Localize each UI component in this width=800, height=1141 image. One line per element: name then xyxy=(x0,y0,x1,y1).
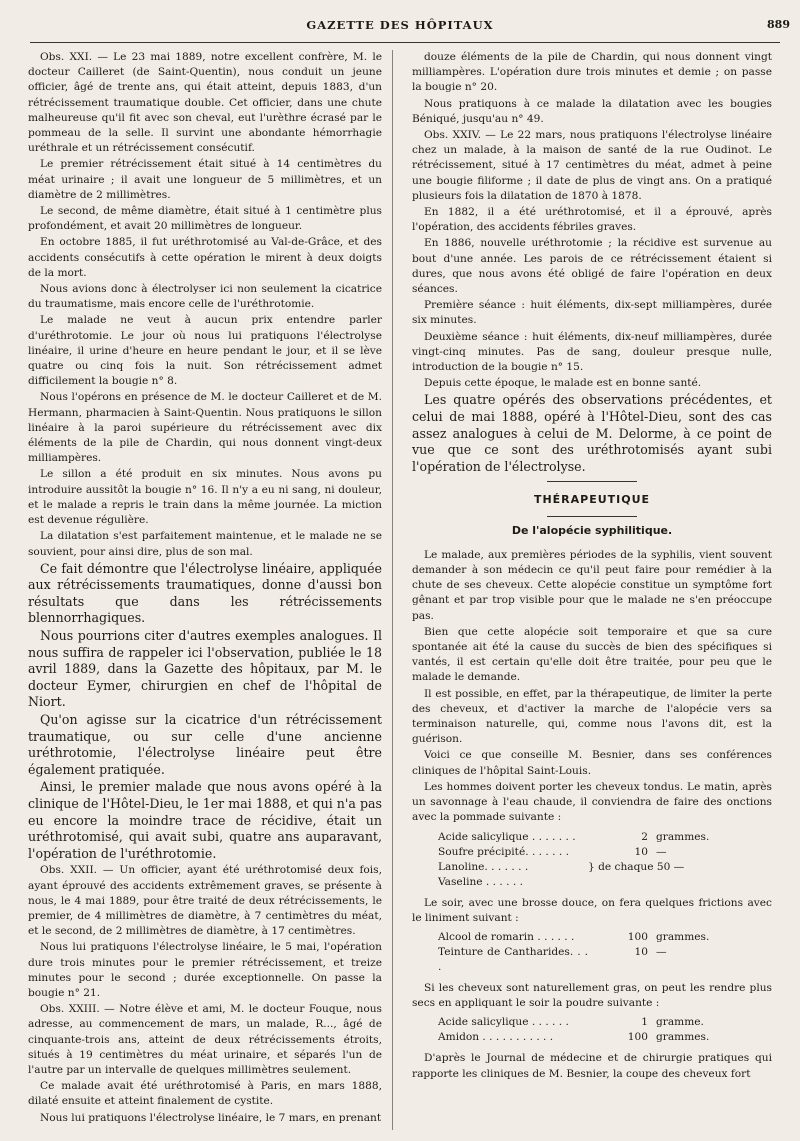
ingredient-qty: 100 xyxy=(627,930,648,943)
ingredient-unit: — xyxy=(656,945,667,958)
recipe-row xyxy=(438,945,772,975)
ingredient-name: Teinture de Cantharides. . . . xyxy=(438,945,588,973)
paragraph: Le soir, avec une brosse douce, on fera quelques frictions avec le liniment suivant : xyxy=(412,896,772,924)
paragraph: Qu'on agisse sur la cicatrice d'un rétrécissement traumatique, ou sur celle d'une ancienne uréthrotomie, l'électrolyse linéaire peut être également pratiquée. xyxy=(28,712,382,777)
ingredient-unit: grammes. xyxy=(656,830,710,843)
section-title: THÉRAPEUTIQUE xyxy=(533,493,651,507)
paragraph: Nous pourrions citer d'autres exemples analogues. Il nous suffira de rappeler ici l'observation, publiée le 18 avril 1889, dans la Gazette des hôpitaux, par M. le docteur Eymer, chirurgien en chef de l'hôpital de Niort. xyxy=(28,628,382,710)
paragraph: Obs. XXIV. — Le 22 mars, nous pratiquons l'électrolyse linéaire chez un malade, à la maison de santé de la rue Oudinot. Le rétrécissement, situé à 17 centimètres du méat, admet à peine une bougie filiforme ; il date de plus de vingt ans. On a pratiqué plusieurs fois la dilatation de 1870 à 1878. xyxy=(412,129,772,202)
paragraph: Le malade ne veut à aucun prix entendre parler d'uréthrotomie. Le jour où nous lui pratiquons l'électrolyse linéaire, il urine d'heure en heure pendant le jour, et il se lève quatre ou cinq fois la nuit. Son rétrécissement admet difficilement la bougie n° 8. xyxy=(28,314,382,388)
ingredient-name: Acide salicylique . . . . . . . xyxy=(438,830,576,843)
paragraph: Ce fait démontre que l'électrolyse linéaire, appliquée aux rétrécissements traumatiques, donne d'aussi bon résultats que dans les rétrécissements blennorrhagiques. xyxy=(28,560,382,626)
ingredient-unit: grammes. xyxy=(656,1031,710,1044)
recipe-row xyxy=(438,1015,772,1030)
ingredient-name: Vaseline . . . . . . xyxy=(438,875,523,888)
ingredient-unit: gramme. xyxy=(656,1016,704,1029)
paragraph: Le sillon a été produit en six minutes. Nous avons pu introduire aussitôt la bougie n° 16. Il n'y a eu ni sang, ni douleur, et le malade a repris le train dans la même journée. La miction est devenue régulière. xyxy=(28,468,382,527)
recipe-liniment xyxy=(438,930,772,975)
header-rule xyxy=(30,42,780,43)
article-title: De l'alopécie syphilitique. xyxy=(511,523,673,537)
ingredient-unit: grammes. xyxy=(656,930,710,943)
paragraph: Nous pratiquons à ce malade la dilatation avec les bougies Béniqué, jusqu'au n° 49. xyxy=(412,97,772,125)
paragraph: En 1886, nouvelle uréthrotomie ; la récidive est survenue au bout d'une année. Les parois de ce rétrécissement étaient si dures, que nous avons été obligé de faire l'opération en deux séances. xyxy=(412,237,772,296)
ingredient-qty: 10 xyxy=(634,845,648,858)
paragraph: Nous avions donc à électrolyser ici non seulement la cicatrice du traumatisme, mais encore celle de l'uréthrotomie. xyxy=(28,283,382,311)
ingredient-unit: — xyxy=(656,845,667,858)
recipe-row xyxy=(438,930,772,945)
recipe-row xyxy=(438,845,772,860)
paragraph: Le premier rétrécissement était situé à 14 centimètres du méat urinaire ; il avait une longueur de 5 millimètres, et un diamètre de 2 millimètres. xyxy=(28,158,382,201)
section-rule xyxy=(547,481,637,482)
paragraph: douze éléments de la pile de Chardin, qui nous donnent vingt milliampères. L'opération dure trois minutes et demie ; on passe la bougie n° 20. xyxy=(412,51,772,94)
recipe-powder xyxy=(438,1015,772,1045)
paragraph: Le malade, aux premières périodes de la syphilis, vient souvent demander à son médecin ce qu'il peut faire pour remédier à la chute de ses cheveux. Cette alopécie constitue un symptôme fort gênant et par trop visible pour que le malade ne s'en préoccupe pas. xyxy=(412,548,772,622)
paragraph: Depuis cette époque, le malade est en bonne santé. xyxy=(424,377,702,390)
recipe-row xyxy=(438,1030,772,1045)
paragraph: Nous lui pratiquons l'électrolyse linéaire, le 5 mai, l'opération dure trois minutes pour le premier rétrécissement, et treize minutes pour le second ; durée exceptionnelle. On passe la bougie n° 21. xyxy=(28,941,382,1000)
ingredient-qty: 10 xyxy=(634,945,648,958)
ingredient-name: Alcool de romarin . . . . . . xyxy=(438,930,575,943)
paragraph: Nous l'opérons en présence de M. le docteur Cailleret et de M. Hermann, pharmacien à Saint-Quentin. Nous pratiquons le sillon linéaire à la paroi supérieure du rétrécissement avec dix éléments de la pile de Chardin, qui nous donnent vingt-deux milliampères. xyxy=(28,391,382,465)
ingredient-brace: } de chaque 50 — xyxy=(588,860,685,873)
ingredient-qty: 100 xyxy=(627,1031,648,1044)
paragraph: Obs. XXII. — Un officier, ayant été uréthrotomisé deux fois, ayant éprouvé des accidents extrêmement graves, se présente à nous, le 4 mai 1889, pour être traité de deux rétrécissements, le premier, de 4 millimètres de diamètre, à 7 centimètres du méat, et le second, de 2 millimètres de diamètre, à 17 centimètres. xyxy=(28,864,382,938)
recipe-pommade xyxy=(438,830,772,890)
recipe-row xyxy=(438,860,772,875)
paragraph: Première séance : huit éléments, dix-sept milliampères, durée six minutes. xyxy=(412,299,772,327)
paragraph: Ce malade avait été uréthrotomisé à Paris, en mars 1888, dilaté ensuite et atteint finalement de cystite. xyxy=(28,1080,382,1108)
recipe-row xyxy=(438,830,772,845)
paragraph: Les hommes doivent porter les cheveux tondus. Le matin, après un savonnage à l'eau chaude, il conviendra de faire des onctions avec la pommade suivante : xyxy=(412,780,772,824)
ingredient-name: Lanoline. . . . . . . xyxy=(438,860,529,873)
paragraph: Deuxième séance : huit éléments, dix-neuf milliampères, durée vingt-cinq minutes. Pas de sang, douleur presque nulle, introduction de la bougie n° 15. xyxy=(412,330,772,374)
right-column xyxy=(412,50,772,1083)
paragraph: Si les cheveux sont naturellement gras, on peut les rendre plus secs en appliquant le soir la poudre suivante : xyxy=(412,981,772,1010)
paragraph: Voici ce que conseille M. Besnier, dans ses conférences cliniques de l'hôpital Saint-Louis. xyxy=(412,749,772,777)
page-number: 889 xyxy=(767,18,790,31)
left-column xyxy=(28,50,382,1127)
ingredient-name: Acide salicylique . . . . . . xyxy=(438,1016,569,1029)
recipe-row xyxy=(438,875,772,890)
ingredient-qty: 1 xyxy=(641,1016,648,1029)
conclusion-paragraph: Les quatre opérés des observations précédentes, et celui de mai 1888, opéré à l'Hôtel-Dieu, sont des cas assez analogues à celui de M. Delorme, à ce point de vue que ce sont des uréthrotomisés ayant subi l'opération de l'électrolyse. xyxy=(412,392,772,474)
ingredient-name: Amidon . . . . . . . . . . . xyxy=(438,1031,554,1044)
column-divider xyxy=(392,50,393,1130)
paragraph: Bien que cette alopécie soit temporaire et que sa cure spontanée ait été la cause du succès de bien des spécifiques si vantés, il est certain qu'elle doit être traitée, pour peu que le malade le demande. xyxy=(412,625,772,684)
paragraph: Ainsi, le premier malade que nous avons opéré à la clinique de l'Hôtel-Dieu, le 1er mai 1888, et qui n'a pas eu encore la moindre trace de récidive, était un uréthrotomisé, qui avait subi, quatre ans auparavant, l'opération de l'uréthrotomie. xyxy=(28,779,382,861)
paragraph: Le second, de même diamètre, était situé à 1 centimètre plus profondément, et avait 20 millimètres de longueur. xyxy=(28,205,382,233)
paragraph: Nous lui pratiquons l'électrolyse linéaire, le 7 mars, en prenant xyxy=(40,1111,382,1124)
paragraph: Obs. XXI. — Le 23 mai 1889, notre excellent confrère, M. le docteur Cailleret (de Saint-Quentin), nous conduit un jeune officier, âgé de trente ans, qui était atteint, depuis 1883, d'un rétrécissement traumatique double. Cet officier, dans une chute malheureuse qu'il fit avec son cheval, eut l'urèthre écrasé par le pommeau de la selle. Il survint une abondante hémorrhagie uréthrale et un rétrécissement consécutif. xyxy=(28,51,382,155)
paragraph: D'après le Journal de médecine et de chirurgie pratiques qui rapporte les cliniques de M. Besnier, la coupe des cheveux fort xyxy=(412,1052,772,1080)
paragraph: En octobre 1885, il fut uréthrotomisé au Val-de-Grâce, et des accidents consécutifs à cette opération le mirent à deux doigts de la mort. xyxy=(28,236,382,279)
paragraph: Obs. XXIII. — Notre élève et ami, M. le docteur Fouque, nous adresse, au commencement de mars, un malade, R..., âgé de cinquante-trois ans, atteint de deux rétrécissements étroits, situés à 19 centimètres du méat urinaire, et séparés l'un de l'autre par un intervalle de quelques millimètres seulement. xyxy=(28,1003,382,1077)
section-rule xyxy=(547,516,637,517)
paragraph: La dilatation s'est parfaitement maintenue, et le malade ne se souvient, pour ainsi dire, plus de son mal. xyxy=(28,530,382,558)
ingredient-qty: 2 xyxy=(641,830,648,843)
paragraph: Il est possible, en effet, par la thérapeutique, de limiter la perte des cheveux, et d'activer la marche de l'alopécie vers sa terminaison naturelle, qui, comme nous l'avons dit, est la guérison. xyxy=(412,687,772,746)
ingredient-name: Soufre précipité. . . . . . . xyxy=(438,845,569,858)
journal-title: GAZETTE DES HÔPITAUX xyxy=(306,18,494,32)
paragraph: En 1882, il a été uréthrotomisé, et il a éprouvé, après l'opération, des accidents fébriles graves. xyxy=(412,206,772,234)
page-header xyxy=(0,18,800,40)
